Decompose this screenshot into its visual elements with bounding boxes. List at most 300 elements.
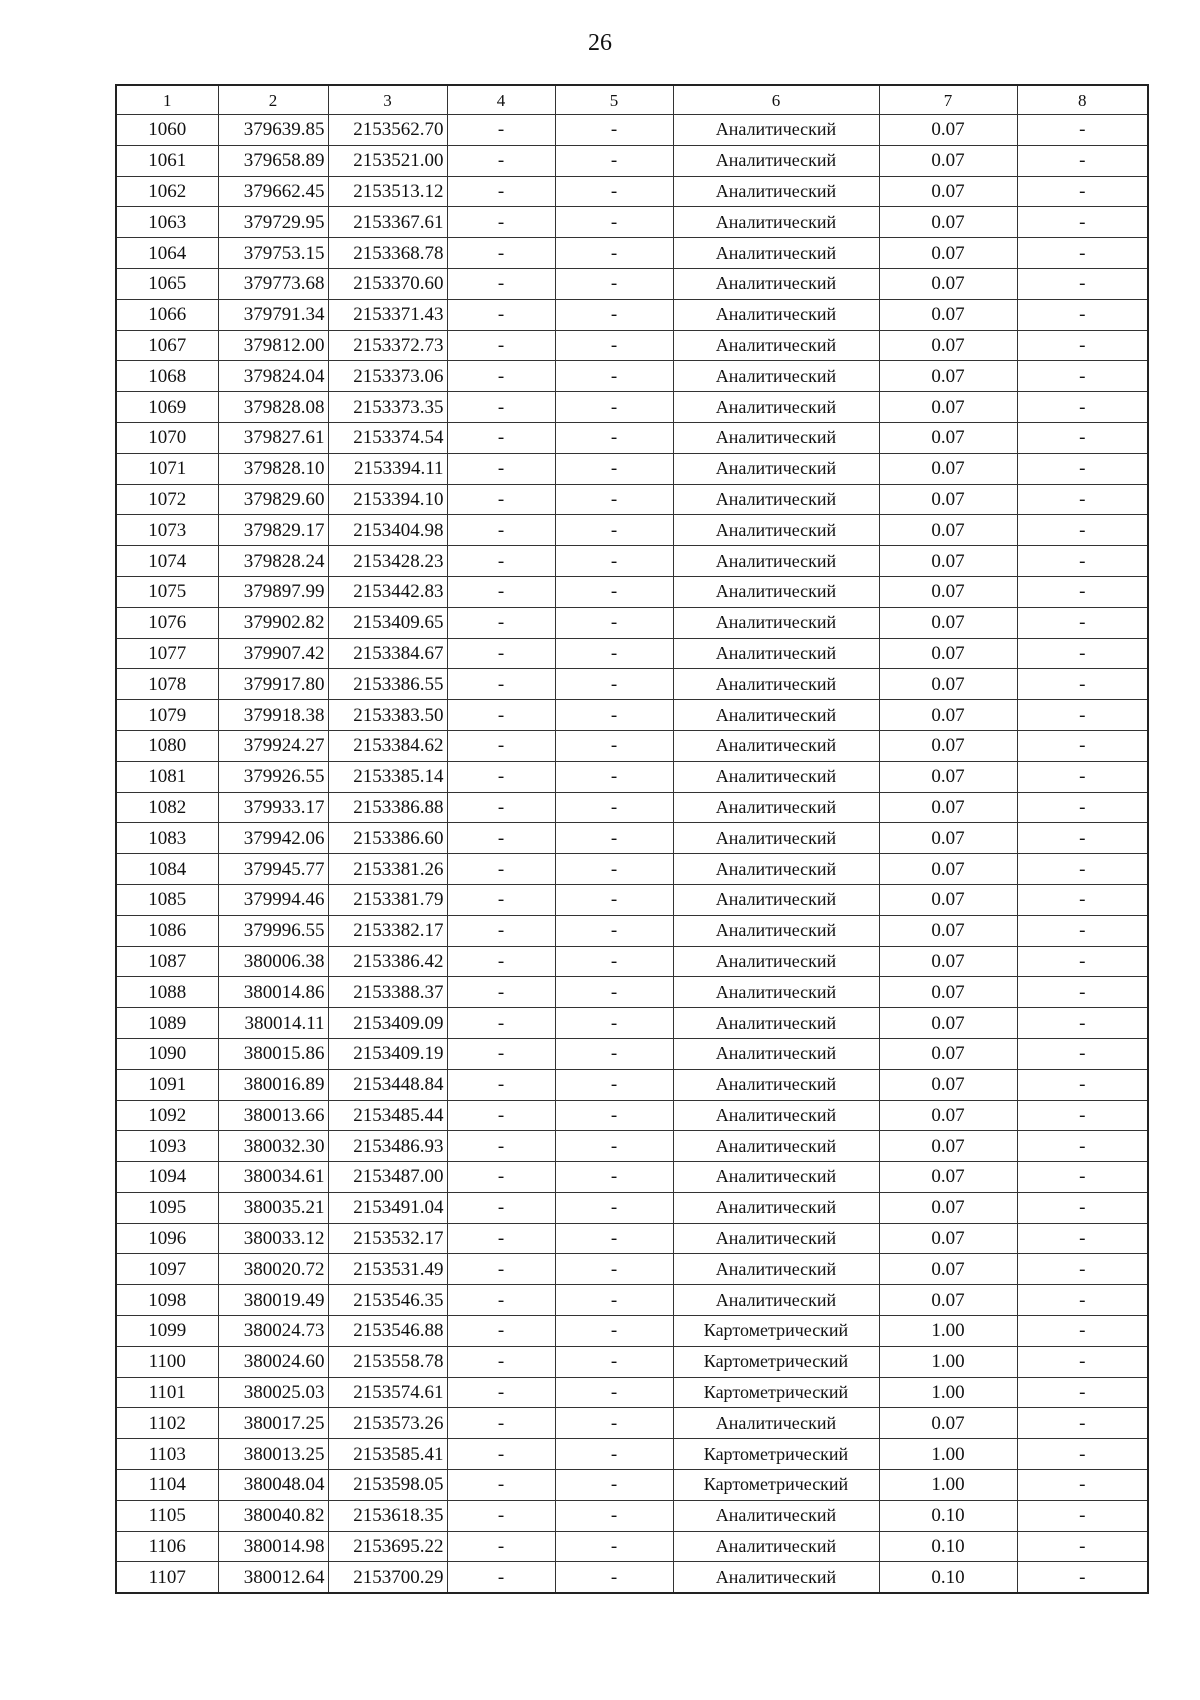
table-cell: - [1017, 422, 1148, 453]
table-cell: Картометрический [673, 1346, 879, 1377]
table-cell: Аналитический [673, 330, 879, 361]
table-cell: - [447, 515, 555, 546]
table-cell: 0.07 [879, 145, 1017, 176]
table-cell: 0.07 [879, 422, 1017, 453]
table-cell: 2153428.23 [328, 546, 447, 577]
table-cell: 0.07 [879, 1100, 1017, 1131]
table-cell: Аналитический [673, 977, 879, 1008]
table-cell: 2153585.41 [328, 1439, 447, 1470]
table-cell: - [555, 238, 673, 269]
table-cell: Аналитический [673, 484, 879, 515]
table-cell: 2153368.78 [328, 238, 447, 269]
table-cell: - [447, 1562, 555, 1593]
table-cell: - [447, 700, 555, 731]
table-cell: 1.00 [879, 1439, 1017, 1470]
table-row [116, 361, 1148, 392]
column-header: 1 [116, 85, 218, 115]
table-cell: 0.07 [879, 884, 1017, 915]
table-cell: Аналитический [673, 115, 879, 146]
table-cell: - [555, 422, 673, 453]
table-cell: 1068 [116, 361, 218, 392]
table-row [116, 1470, 1148, 1501]
table-cell: 1101 [116, 1377, 218, 1408]
table-cell: - [1017, 330, 1148, 361]
table-cell: - [447, 1500, 555, 1531]
table-cell: - [447, 946, 555, 977]
table-cell: Аналитический [673, 884, 879, 915]
table-cell: 2153374.54 [328, 422, 447, 453]
table-cell: 379902.82 [218, 607, 328, 638]
table-cell: 1097 [116, 1254, 218, 1285]
table-cell: 1083 [116, 823, 218, 854]
table-cell: 2153381.26 [328, 854, 447, 885]
table-cell: Аналитический [673, 854, 879, 885]
table-cell: - [555, 638, 673, 669]
table-cell: - [555, 1316, 673, 1347]
table-cell: - [447, 576, 555, 607]
table-cell: 379897.99 [218, 576, 328, 607]
table-cell: 1061 [116, 145, 218, 176]
table-cell: - [1017, 1192, 1148, 1223]
table-cell: 2153382.17 [328, 915, 447, 946]
table-cell: - [555, 1500, 673, 1531]
table-cell: Аналитический [673, 361, 879, 392]
table-cell: - [447, 1223, 555, 1254]
table-cell: 1080 [116, 730, 218, 761]
table-cell: - [1017, 884, 1148, 915]
table-cell: 380006.38 [218, 946, 328, 977]
table-cell: - [447, 1439, 555, 1470]
table-cell: 1064 [116, 238, 218, 269]
table-cell: - [447, 1131, 555, 1162]
table-cell: - [555, 546, 673, 577]
table-cell: 379924.27 [218, 730, 328, 761]
table-cell: - [1017, 1408, 1148, 1439]
table-row [116, 422, 1148, 453]
table-cell: - [1017, 823, 1148, 854]
table-cell: Аналитический [673, 1500, 879, 1531]
table-cell: 1074 [116, 546, 218, 577]
table-cell: - [447, 730, 555, 761]
table-cell: 1070 [116, 422, 218, 453]
table-cell: 1062 [116, 176, 218, 207]
table-cell: - [1017, 638, 1148, 669]
table-cell: 380033.12 [218, 1223, 328, 1254]
table-cell: Аналитический [673, 1285, 879, 1316]
table-cell: 0.07 [879, 669, 1017, 700]
table-cell: 0.07 [879, 1223, 1017, 1254]
table-cell: 379773.68 [218, 268, 328, 299]
table-row [116, 392, 1148, 423]
table-cell: - [1017, 1069, 1148, 1100]
table-cell: 1066 [116, 299, 218, 330]
table-cell: - [447, 823, 555, 854]
column-header: 2 [218, 85, 328, 115]
table-cell: 1072 [116, 484, 218, 515]
table-row [116, 238, 1148, 269]
table-cell: Аналитический [673, 792, 879, 823]
table-cell: - [447, 915, 555, 946]
table-cell: 1.00 [879, 1377, 1017, 1408]
table-cell: - [447, 854, 555, 885]
table-cell: 2153700.29 [328, 1562, 447, 1593]
table-cell: Аналитический [673, 1408, 879, 1439]
table-cell: Аналитический [673, 915, 879, 946]
table-cell: - [447, 145, 555, 176]
table-cell: Аналитический [673, 1254, 879, 1285]
table-cell: 1082 [116, 792, 218, 823]
table-cell: - [1017, 669, 1148, 700]
table-cell: 0.07 [879, 730, 1017, 761]
column-header: 4 [447, 85, 555, 115]
table-cell: Картометрический [673, 1316, 879, 1347]
table-cell: 380016.89 [218, 1069, 328, 1100]
table-cell: - [1017, 946, 1148, 977]
table-row [116, 299, 1148, 330]
table-row [116, 1408, 1148, 1439]
table-cell: Картометрический [673, 1377, 879, 1408]
table-cell: - [555, 1223, 673, 1254]
table-cell: 0.07 [879, 115, 1017, 146]
table-cell: - [1017, 761, 1148, 792]
table-cell: 2153370.60 [328, 268, 447, 299]
table-cell: 379729.95 [218, 207, 328, 238]
table-cell: 0.07 [879, 515, 1017, 546]
table-cell: 1.00 [879, 1470, 1017, 1501]
table-cell: 1073 [116, 515, 218, 546]
table-row [116, 792, 1148, 823]
table-cell: 0.07 [879, 453, 1017, 484]
column-header: 6 [673, 85, 879, 115]
table-cell: 1100 [116, 1346, 218, 1377]
table-cell: 0.07 [879, 1192, 1017, 1223]
table-row [116, 915, 1148, 946]
table-row [116, 1038, 1148, 1069]
table-cell: 2153409.65 [328, 607, 447, 638]
table-cell: 2153491.04 [328, 1192, 447, 1223]
table-cell: Аналитический [673, 823, 879, 854]
table-cell: 0.07 [879, 392, 1017, 423]
table-body [116, 85, 1148, 1593]
table-cell: - [555, 792, 673, 823]
table-cell: - [447, 361, 555, 392]
table-row [116, 884, 1148, 915]
table-cell: 0.07 [879, 823, 1017, 854]
table-cell: - [1017, 145, 1148, 176]
table-cell: - [1017, 607, 1148, 638]
table-cell: 380024.73 [218, 1316, 328, 1347]
table-cell: 2153487.00 [328, 1162, 447, 1193]
table-cell: - [555, 176, 673, 207]
table-cell: 2153562.70 [328, 115, 447, 146]
table-cell: - [1017, 792, 1148, 823]
table-cell: 379907.42 [218, 638, 328, 669]
table-cell: Аналитический [673, 1038, 879, 1069]
table-cell: 0.07 [879, 638, 1017, 669]
table-cell: 2153546.35 [328, 1285, 447, 1316]
table-cell: - [447, 546, 555, 577]
table-cell: - [555, 1254, 673, 1285]
table-cell: - [555, 1008, 673, 1039]
table-cell: - [1017, 1100, 1148, 1131]
table-cell: - [1017, 484, 1148, 515]
table-cell: - [555, 1038, 673, 1069]
table-cell: 0.07 [879, 546, 1017, 577]
table-cell: 0.07 [879, 238, 1017, 269]
table-cell: 380048.04 [218, 1470, 328, 1501]
table-cell: 0.07 [879, 1069, 1017, 1100]
table-row [116, 453, 1148, 484]
table-row [116, 854, 1148, 885]
table-cell: - [1017, 1531, 1148, 1562]
table-cell: 0.07 [879, 761, 1017, 792]
table-cell: - [555, 1162, 673, 1193]
table-cell: 380014.98 [218, 1531, 328, 1562]
table-cell: Аналитический [673, 607, 879, 638]
table-cell: - [447, 1254, 555, 1285]
table-cell: - [1017, 392, 1148, 423]
table-cell: - [1017, 268, 1148, 299]
table-cell: 2153384.62 [328, 730, 447, 761]
table-cell: - [555, 761, 673, 792]
table-cell: - [447, 1346, 555, 1377]
table-cell: 380015.86 [218, 1038, 328, 1069]
table-cell: 1091 [116, 1069, 218, 1100]
table-cell: 380024.60 [218, 1346, 328, 1377]
table-row [116, 700, 1148, 731]
table-cell: 2153558.78 [328, 1346, 447, 1377]
table-cell: - [1017, 854, 1148, 885]
table-cell: 2153442.83 [328, 576, 447, 607]
table-cell: 2153531.49 [328, 1254, 447, 1285]
table-cell: 2153486.93 [328, 1131, 447, 1162]
table-cell: 1104 [116, 1470, 218, 1501]
table-cell: 0.07 [879, 1162, 1017, 1193]
table-cell: - [447, 607, 555, 638]
table-cell: 0.07 [879, 792, 1017, 823]
table-cell: - [447, 299, 555, 330]
table-cell: - [447, 638, 555, 669]
table-cell: 2153546.88 [328, 1316, 447, 1347]
table-cell: Аналитический [673, 207, 879, 238]
table-cell: 2153384.67 [328, 638, 447, 669]
table-cell: 0.07 [879, 946, 1017, 977]
table-cell: - [555, 854, 673, 885]
table-cell: - [447, 330, 555, 361]
table-cell: - [555, 392, 673, 423]
table-row [116, 1316, 1148, 1347]
table-cell: - [447, 1069, 555, 1100]
table-cell: - [447, 1408, 555, 1439]
table-cell: - [1017, 176, 1148, 207]
table-cell: Аналитический [673, 176, 879, 207]
table-cell: 2153394.11 [328, 453, 447, 484]
table-cell: Аналитический [673, 669, 879, 700]
table-cell: 2153371.43 [328, 299, 447, 330]
table-row [116, 207, 1148, 238]
table-cell: - [555, 1531, 673, 1562]
column-header: 5 [555, 85, 673, 115]
table-cell: 2153386.60 [328, 823, 447, 854]
table-cell: - [555, 669, 673, 700]
table-cell: - [447, 1192, 555, 1223]
table-cell: 1094 [116, 1162, 218, 1193]
table-cell: 2153388.37 [328, 977, 447, 1008]
table-cell: - [1017, 1439, 1148, 1470]
table-cell: - [555, 607, 673, 638]
table-cell: - [447, 1531, 555, 1562]
page-number: 26 [588, 30, 612, 56]
table-cell: - [1017, 453, 1148, 484]
table-cell: - [555, 576, 673, 607]
table-row [116, 330, 1148, 361]
table-cell: 0.10 [879, 1500, 1017, 1531]
table-cell: - [555, 977, 673, 1008]
table-cell: 1076 [116, 607, 218, 638]
table-cell: 0.07 [879, 1254, 1017, 1285]
table-cell: 1098 [116, 1285, 218, 1316]
table-cell: Аналитический [673, 145, 879, 176]
table-row [116, 1439, 1148, 1470]
table-cell: 379829.17 [218, 515, 328, 546]
table-cell: - [447, 1008, 555, 1039]
table-cell: - [1017, 299, 1148, 330]
table-cell: Аналитический [673, 1100, 879, 1131]
table-row [116, 515, 1148, 546]
table-cell: 2153372.73 [328, 330, 447, 361]
table-row [116, 669, 1148, 700]
table-cell: 1.00 [879, 1316, 1017, 1347]
table-cell: - [1017, 207, 1148, 238]
table-cell: 0.07 [879, 330, 1017, 361]
table-row [116, 761, 1148, 792]
table-cell: - [1017, 238, 1148, 269]
table-cell: Аналитический [673, 638, 879, 669]
table-cell: Аналитический [673, 546, 879, 577]
table-cell: 379791.34 [218, 299, 328, 330]
table-cell: - [555, 299, 673, 330]
table-cell: - [555, 1131, 673, 1162]
table-cell: 379918.38 [218, 700, 328, 731]
table-cell: 379828.24 [218, 546, 328, 577]
table-cell: 379812.00 [218, 330, 328, 361]
table-row [116, 145, 1148, 176]
table-cell: - [1017, 977, 1148, 1008]
table-cell: - [1017, 515, 1148, 546]
table-row [116, 1285, 1148, 1316]
table-cell: 380013.25 [218, 1439, 328, 1470]
table-cell: 380013.66 [218, 1100, 328, 1131]
table-cell: - [1017, 1254, 1148, 1285]
table-cell: - [555, 1192, 673, 1223]
table-cell: - [555, 1562, 673, 1593]
table-cell: - [1017, 1316, 1148, 1347]
table-cell: - [1017, 576, 1148, 607]
table-cell: 379828.08 [218, 392, 328, 423]
table-cell: 2153618.35 [328, 1500, 447, 1531]
table-header-row [116, 85, 1148, 115]
table-cell: - [555, 515, 673, 546]
table-cell: 2153513.12 [328, 176, 447, 207]
table-cell: - [447, 484, 555, 515]
table-cell: 0.07 [879, 607, 1017, 638]
table-row [116, 1500, 1148, 1531]
table-cell: - [1017, 1470, 1148, 1501]
table-row [116, 946, 1148, 977]
table-cell: Аналитический [673, 1531, 879, 1562]
table-cell: 1065 [116, 268, 218, 299]
table-cell: Аналитический [673, 238, 879, 269]
table-cell: - [447, 207, 555, 238]
table-cell: Аналитический [673, 761, 879, 792]
table-cell: 0.10 [879, 1531, 1017, 1562]
table-cell: 2153381.79 [328, 884, 447, 915]
table-cell: Аналитический [673, 422, 879, 453]
table-cell: - [447, 1038, 555, 1069]
table-cell: - [447, 268, 555, 299]
table-cell: 0.07 [879, 977, 1017, 1008]
table-cell: 379933.17 [218, 792, 328, 823]
table-cell: - [1017, 361, 1148, 392]
table-row [116, 1562, 1148, 1593]
table-cell: 1088 [116, 977, 218, 1008]
table-cell: - [555, 1285, 673, 1316]
table-cell: - [447, 453, 555, 484]
table-cell: 2153598.05 [328, 1470, 447, 1501]
table-cell: - [555, 145, 673, 176]
table-cell: Аналитический [673, 946, 879, 977]
table-cell: - [1017, 1223, 1148, 1254]
table-cell: 0.07 [879, 361, 1017, 392]
table-cell: - [555, 700, 673, 731]
table-row [116, 1131, 1148, 1162]
table-cell: - [1017, 1162, 1148, 1193]
table-row [116, 1377, 1148, 1408]
table-cell: - [555, 268, 673, 299]
table-cell: 2153409.19 [328, 1038, 447, 1069]
table-cell: - [555, 823, 673, 854]
table-cell: - [1017, 1038, 1148, 1069]
table-cell: - [1017, 1377, 1148, 1408]
table-cell: - [1017, 1008, 1148, 1039]
table-cell: - [447, 176, 555, 207]
table-cell: 1099 [116, 1316, 218, 1347]
table-cell: - [555, 946, 673, 977]
table-cell: 380035.21 [218, 1192, 328, 1223]
table-cell: 2153386.55 [328, 669, 447, 700]
table-cell: - [555, 361, 673, 392]
table-cell: 0.07 [879, 176, 1017, 207]
table-cell: - [555, 1408, 673, 1439]
table-cell: Аналитический [673, 576, 879, 607]
table-cell: - [1017, 115, 1148, 146]
table-cell: 2153385.14 [328, 761, 447, 792]
table-row [116, 176, 1148, 207]
table-cell: 1090 [116, 1038, 218, 1069]
table-cell: 380014.86 [218, 977, 328, 1008]
table-cell: 1086 [116, 915, 218, 946]
table-cell: 2153386.88 [328, 792, 447, 823]
table-cell: 379942.06 [218, 823, 328, 854]
table-cell: Аналитический [673, 299, 879, 330]
table-cell: 2153373.35 [328, 392, 447, 423]
table-cell: - [555, 115, 673, 146]
table-cell: 380020.72 [218, 1254, 328, 1285]
table-row [116, 1346, 1148, 1377]
table-cell: 2153404.98 [328, 515, 447, 546]
table-cell: 0.07 [879, 854, 1017, 885]
table-cell: 0.07 [879, 1038, 1017, 1069]
